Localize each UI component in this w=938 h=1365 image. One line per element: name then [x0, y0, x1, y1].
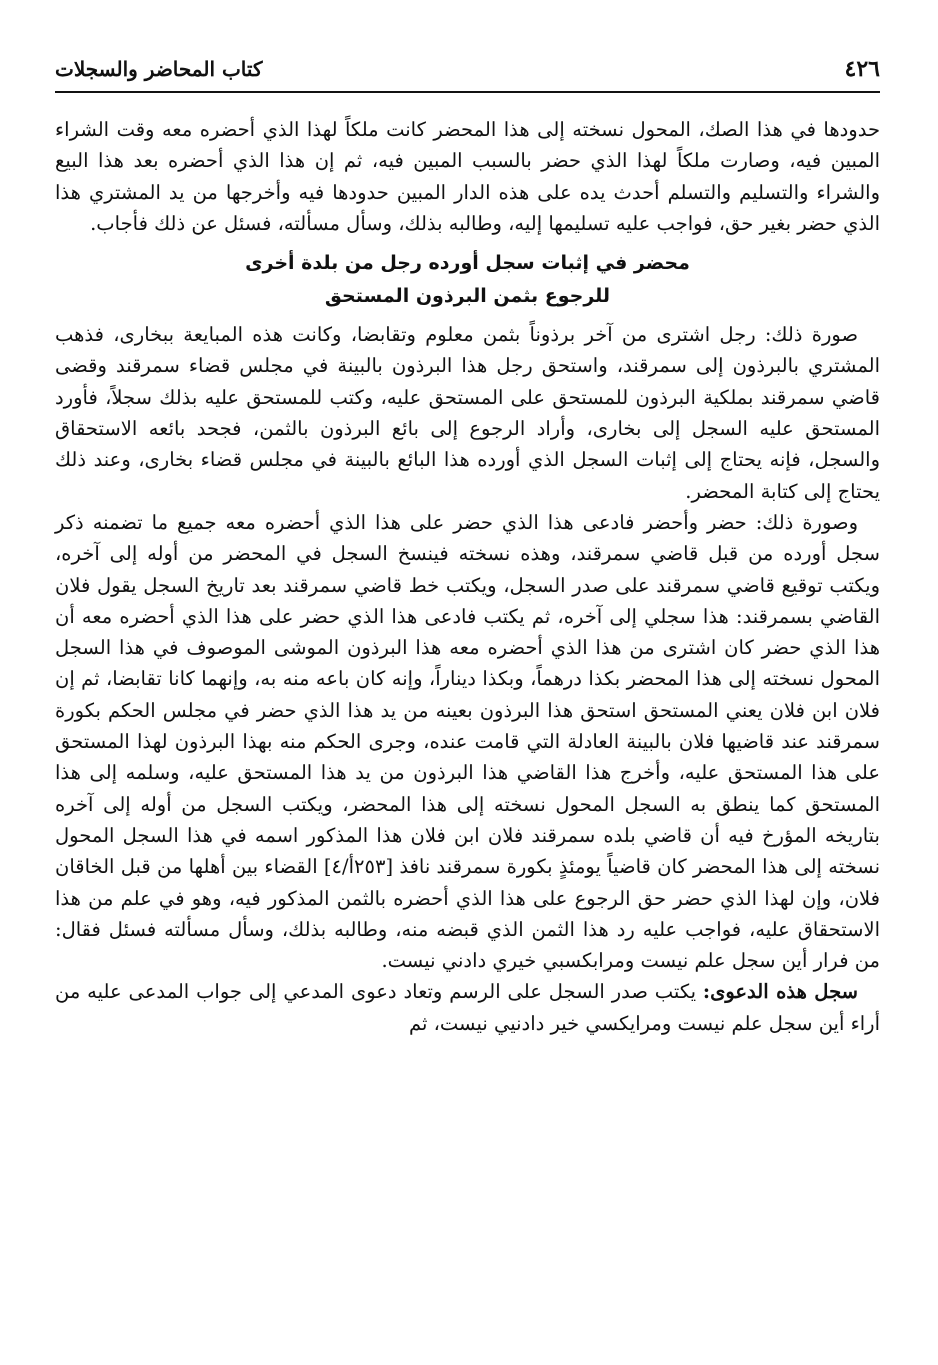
section-heading-line-2: للرجوع بثمن البرذون المستحق	[324, 285, 611, 308]
paragraph-continuation: حدودها في هذا الصك، المحول نسخته إلى هذا المحضر كانت ملكاً لهذا الذي أحضره معه وقت الشراء المبين فيه، وصارت ملكاً لهذا الذي حضر بالسبب المبين فيه، ثم إن هذا الذي أحضره بعد هذا البيع والشراء والتسليم والتسلم أحدث يده على هذه الدار المبين حدودها فيه وأخرجها من يد المشتري هذا الذي حضر بغير حق، فواجب عليه تسليمها إليه، وطالبه بذلك، وسأل مسألته، فسئل عن ذلك فأجاب.	[55, 118, 880, 235]
paragraph-lead: سجل هذه الدعوى:	[702, 980, 859, 1004]
paragraph-text: يكتب صدر السجل على الرسم وتعاد دعوى المدعي إلى جواب المدعى عليه من أراء أين سجل علم نيست ومرايكسي خير دادنيي نيست، ثم	[55, 980, 880, 1035]
page-number: ٤٢٦	[844, 56, 880, 82]
running-header	[55, 52, 880, 86]
header-rule	[55, 91, 880, 93]
paragraph-final	[55, 976, 880, 1039]
paragraph: صورة ذلك: رجل اشترى من آخر برذوناً بثمن معلوم وتقابضا، وكانت هذه المبايعة ببخارى، فذهب المشتري بالبرذون إلى سمرقند، واستحق رجل هذا البرذون بالبينة في مجلس قضاء سمرقند وقضى قاضي سمرقند بملكية البرذون للمستحق على المستحق عليه، وكتب للمستحق عليه بذلك سجلاً، فأورد المستحق عليه السجل إلى بخارى، وأراد الرجوع إلى بائع البرذون بالثمن، فجحد بائعه الاستحقاق والسجل، فإنه يحتاج إلى إثبات السجل الذي أورده هذا البائع بالبينة في مجلس قضاء بخارى، وعند ذلك يحتاج إلى كتابة المحضر.	[55, 323, 880, 503]
section-heading-line-1: محضر في إثبات سجل أورده رجل من بلدة أخرى	[245, 252, 690, 275]
paragraph: وصورة ذلك: حضر وأحضر فادعى هذا الذي حضر على هذا الذي أحضره معه جميع ما تضمنه ذكر سجل أورده من قبل قاضي سمرقند، وهذه نسخته فينسخ السجل في المحضر من أوله إلى آخره، ويكتب توقيع قاضي سمرقند على صدر السجل، ويكتب خط قاضي سمرقند بعد تاريخ السجل يقول فلان القاضي بسمرقند: هذا سجلي إلى آخره، ثم يكتب فادعى هذا الذي حضر على هذا الذي أحضره معه أن هذا الذي حضر كان اشترى من هذا الذي أحضره معه هذا البرذون الموشى الموصوف في هذا السجل المحول نسخته إلى هذا المحضر بكذا درهماً، وبكذا ديناراً، وإنه كان باعه منه به، وإنهما كانا تقابضا، ثم إن فلان ابن فلان يعني المستحق استحق هذا البرذون بعينه من يد هذا الذي حضر في مجلس الحكم بكورة سمرقند عند قاضيها فلان بالبينة العادلة التي قامت عنده، وجرى الحكم منه بهذا البرذون لهذا المستحق على هذا المستحق عليه، وأخرج هذا القاضي هذا البرذون من يد هذا المستحق عليه، وسلمه إلى هذا المستحق كما ينطق به السجل المحول نسخته إلى هذا المحضر، ويكتب السجل من أوله إلى آخره بتاريخه المؤرخ فيه أن قاضي بلده سمرقند فلان ابن فلان هذا المذكور اسمه في هذا السجل المحول نسخته إلى هذا المحضر كان قاضياً يومئذٍ بكورة سمرقند نافذ [٢٥٣أ/٤] القضاء بين أهلها من قبل الخاقان فلان، وإن لهذا الذي حضر حق الرجوع على هذا الذي أحضره بالثمن المذكور فيه، وهو في علم من هذا الاستحقاق عليه، فواجب عليه رد هذا الثمن الذي قبضه منه، وطالبه بذلك، وسأل مسألته فسئل فقال: من فرار أين سجل علم نيست ومرابكسبي خيري دادني نيست.	[55, 510, 880, 973]
book-page	[55, 0, 880, 1365]
body-text	[55, 114, 880, 1039]
section-heading	[55, 247, 880, 313]
book-title: كتاب المحاضر والسجلات	[55, 57, 263, 81]
